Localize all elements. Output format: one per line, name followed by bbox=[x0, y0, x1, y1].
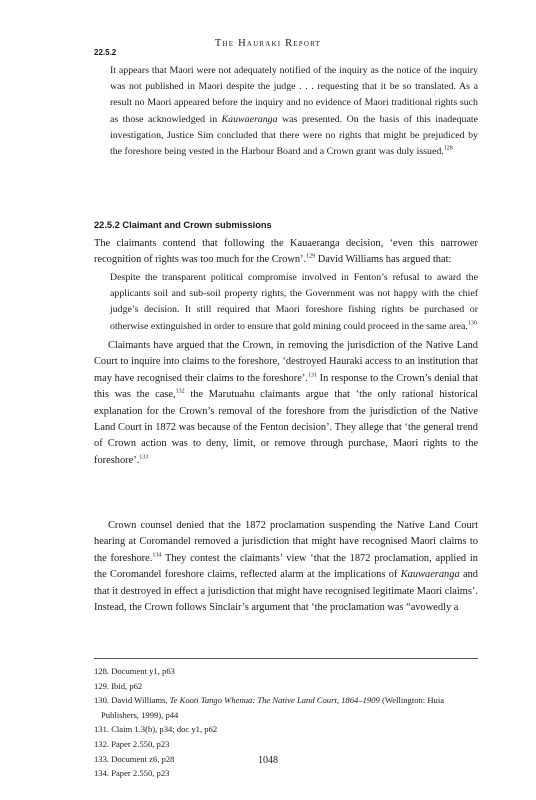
footnote-ref-128[interactable]: 128 bbox=[443, 145, 453, 152]
para3-italic: Kauwaeranga bbox=[400, 569, 460, 581]
paragraph-1 bbox=[94, 236, 478, 269]
footnote-129: 129. Ibid, p62 bbox=[94, 680, 143, 691]
para2-text-b: In response to the Crown’s denial that this was the case, bbox=[94, 372, 478, 401]
footnote-128: 128. Document y1, p63 bbox=[94, 666, 175, 676]
quote1-text-a: It appears that Maori were not adequately notified of the inquiry as the notice of the inquiry was not published in Maori despite the judge . . . requesting that it be so translated. As a result no Maori appeared before the inquiry and no evidence of Maori traditional rights such as those acknowledged in bbox=[110, 65, 478, 125]
page-number: 1048 bbox=[258, 755, 278, 766]
footnote-ref-129[interactable]: 129 bbox=[306, 253, 316, 260]
para1-text-2: David Williams has argued that: bbox=[315, 254, 452, 266]
footnote-130-text-b: (Wellington: Huia Publishers, 1999), p44 bbox=[101, 695, 445, 720]
para2-text-a: Claimants have argued that the Crown, in removing the jurisdiction of the Native Land Court to inquire into claims to the foreshore, ‘destroyed Hauraki access to an institution that may have recognised their claims to the foreshore’. bbox=[94, 340, 478, 384]
para1-text: The claimants contend that following the Kauaeranga decision, ‘even this narrower recognition of rights was too much for the Crown’. bbox=[94, 238, 478, 266]
para3-text-a: Crown counsel denied that the 1872 proclamation suspending the Native Land Court hearing at Coromandel removed a jurisdiction that might have recognised Maori claims to the foreshore. bbox=[94, 520, 478, 564]
footnote-134: 134. Paper 2.550, p23 bbox=[94, 768, 170, 779]
block-quote-1 bbox=[110, 63, 478, 160]
quote2-text: Despite the transparent political compromise involved in Fenton’s refusal to award the applicants soil and sub-soil property rights, the Government was not happy with the chief judge’s decision. It still required that Maori foreshore fishing rights be purchased or otherwise extinguished in order to ensure that gold mining could proceed in the same area. bbox=[110, 272, 478, 332]
paragraph-3 bbox=[94, 518, 478, 616]
footnote-ref-130[interactable]: 130 bbox=[467, 320, 477, 327]
quote1-text-b: was presented. On the basis of this inadequate investigation, Justice Sim concluded that there were no rights that might be prejudiced by the foreshore being vested in the Harbour Board and a Crown grant was duly issued. bbox=[110, 113, 478, 158]
footnote-133: 133. Document z6, p28 bbox=[94, 753, 175, 764]
footnote-130 bbox=[94, 693, 478, 722]
footnote-ref-133[interactable]: 133 bbox=[139, 454, 149, 461]
para2-text-c: the Marutuahu claimants argue that ‘the only rational historical explanation for the Crown’s removal of the foreshore from the jurisdiction of the Native Land Court in 1872 was because of the Fenton decision’. They allege that ‘the general trend of Crown action was to deny, limit, or remove through purchase, Maori rights to the foreshore’. bbox=[94, 389, 478, 466]
para3-text-c: and that it destroyed in effect a jurisdiction that might have recognised legitimate Maori claims’. Instead, the Crown follows Sinclair’s argument that ‘the proclamation was “avowedly a bbox=[94, 569, 478, 614]
footnote-130-text-a: 130. David Williams, bbox=[94, 695, 170, 706]
footnote-ref-131[interactable]: 131 bbox=[307, 372, 317, 379]
footnote-ref-132[interactable]: 132 bbox=[175, 388, 185, 395]
section-tag: 22.5.2 bbox=[94, 48, 117, 57]
quote1-italic: Kauwaeranga bbox=[221, 113, 278, 125]
running-head: The Hauraki Report bbox=[214, 38, 322, 49]
paragraph-2 bbox=[94, 338, 478, 469]
footnote-131: 131. Claim 1.3(b), p34; doc y1, p62 bbox=[94, 724, 218, 735]
section-heading: 22.5.2 Claimant and Crown submissions bbox=[94, 220, 272, 230]
footnote-divider bbox=[94, 658, 478, 659]
block-quote-2 bbox=[110, 270, 478, 335]
footnote-132: 132. Paper 2.550, p23 bbox=[94, 738, 170, 749]
footnote-ref-134[interactable]: 134 bbox=[152, 552, 162, 559]
para3-text-b: They contest the claimants’ view ‘that the 1872 proclamation, applied in the Coromandel foreshore claims, reflected alarm at the implications of bbox=[94, 552, 479, 581]
footnote-130-title: Te Kooti Tango Whenua: The Native Land Court, 1864–1909 bbox=[169, 695, 380, 706]
